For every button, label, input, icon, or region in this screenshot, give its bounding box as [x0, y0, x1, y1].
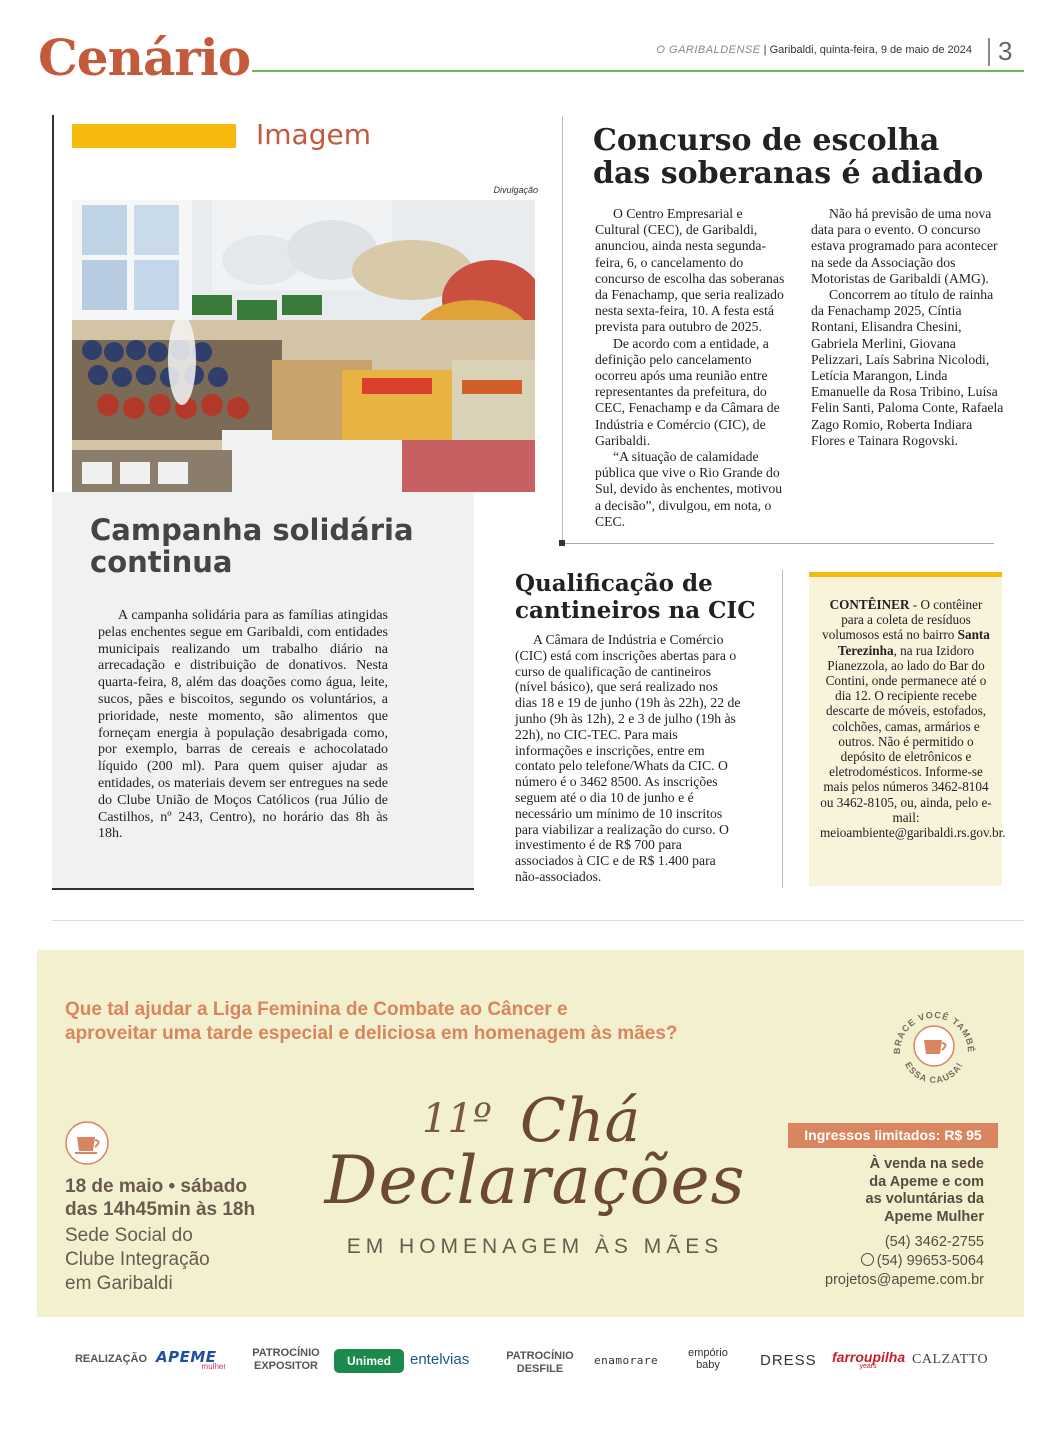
ad-venue-line3: em Garibaldi — [65, 1273, 173, 1294]
emporio-baby-logo — [682, 1347, 734, 1371]
qualificacao-headline: Qualificação de cantineiros na CIC — [515, 570, 756, 624]
imagem-accent-bar — [72, 124, 236, 148]
ad-date — [65, 1175, 305, 1221]
emporio-baby-logo-line2: baby — [696, 1359, 720, 1371]
campaign-headline-line1: Campanha solidária — [90, 513, 414, 547]
page-number: 3 — [998, 36, 1013, 66]
concurso-paragraph-2: De acordo com a entidade, a definição pelo cancelamento ocorreu após uma reunião entre representantes da prefeitura, do CEC, Fenachamp e da Câmara de Indústria e Comércio (CIC), de Garibaldi. — [595, 335, 780, 448]
section-title: Cenário — [38, 28, 251, 87]
sponsor-label-expositor-line1: PATROCÍNIO — [252, 1347, 320, 1359]
masthead — [600, 44, 972, 56]
teacup-icon — [64, 1120, 110, 1166]
ad-sale-line3: as voluntárias da — [865, 1191, 984, 1207]
sponsor-label-expositor — [248, 1347, 324, 1373]
ad-venue — [65, 1224, 305, 1296]
farroupilha-logo-sub: years — [859, 1363, 877, 1370]
sponsor-label-desfile — [502, 1350, 578, 1376]
conteiner-body — [820, 597, 1006, 841]
abrace-badge-graphic — [886, 1000, 982, 1096]
ad-sale-line1: À venda na sede — [869, 1156, 984, 1172]
teacup-icon-graphic — [64, 1120, 110, 1166]
whatsapp-icon — [861, 1253, 874, 1266]
abrace-badge — [886, 1000, 982, 1096]
farroupilha-logo-text: farroupilha — [832, 1349, 906, 1365]
concurso-column-1 — [595, 206, 788, 530]
ad-email: projetos@apeme.com.br — [825, 1272, 984, 1288]
concurso-paragraph-1: O Centro Empresarial e Cultural (CEC), de Garibaldi, anunciou, ainda nesta segunda-feira, 6, o cancelamento do concurso de escolha das soberanas da Fenachamp, que seria realizado nesta sexta-feira, 10. A festa está prevista para outubro de 2025. — [595, 206, 785, 335]
unimed-logo: Unimed — [334, 1349, 404, 1373]
ad-phone-landline: (54) 3462-2755 — [884, 1234, 984, 1250]
section-rule — [562, 543, 994, 544]
conteiner-rest: , na rua Izidoro Pianezzola, ao lado do Bar do Contini, onde permanece até o dia 12. O recipiente recebe descarte de móveis, estofados, colchões, camas, armários e outros. Não é permitido o depósito de eletrônicos e eletrodomésticos. Informe-se mais pelos números 3462-8104 ou 3462-8105, ou, ainda, pelo e-mail: meioambiente@garibaldi.rs.gov.br. — [820, 642, 1006, 841]
concurso-paragraph-3: “A situação de calamidade pública que vive o Rio Grande do Sul, devido às enchentes, motivou a decisão”, divulgou, em nota, o CEC. — [595, 449, 783, 529]
column-rule-qualificacao — [782, 570, 783, 888]
calzatto-logo: CALZATTO — [912, 1352, 989, 1367]
conteiner-intro: - O contêiner para a coleta de resíduos volumosos está no bairro — [822, 597, 983, 643]
apeme-logo-text: APEME — [156, 1348, 217, 1366]
imagem-label: Imagem — [256, 118, 371, 151]
donations-photo-illustration — [72, 200, 535, 492]
ad-question-line2: aproveitar uma tarde especial e deliciosa em homenagem às mães? — [65, 1023, 678, 1044]
campaign-headline-line2: continua — [90, 545, 233, 579]
dress-logo: DRESS — [760, 1352, 817, 1369]
page-divider — [52, 920, 1024, 921]
photo-credit: Divulgação — [493, 185, 538, 195]
campaign-body: A campanha solidária para as famílias atingidas pelas enchentes segue em Garibaldi, com entidades municipais realizando um trabalho diário na arrecadação e distribuição de donativos. Nesta quarta-feira, 8, além das doações como água, leite, sucos, pães e biscoitos, segundo os voluntários, a prioridade, neste momento, são alimentos que forneçam energia à população desabrigada como, por exemplo, barras de cereais e achocolatado líquido (200 ml). Para quem quiser ajudar as entidades, os materiais devem ser entregues na sede do Clube União de Moços Católicos (rua Júlio de Castilhos, nº 243, Centro), no horário das 8h às 18h. — [98, 608, 389, 842]
ad-phone-whatsapp-number: (54) 99653-5064 — [876, 1253, 984, 1269]
entelvias-logo: entelvias — [410, 1351, 470, 1368]
badge-text-top-path: BRACE VOCÊ TAMBÉ — [891, 1009, 977, 1055]
ad-subtitle: EM HOMENAGEM ÀS MÃES — [346, 1235, 724, 1258]
sponsor-label-desfile-line2: DESFILE — [516, 1363, 564, 1375]
ad-sale-line2: da Apeme e com — [869, 1173, 984, 1190]
ad-date-line1: 18 de maio • sábado — [65, 1176, 247, 1197]
concurso-paragraph-5: Concorrem ao título de rainha da Fenachamp 2025, Cíntia Rontani, Elisandra Chesini, Gabriela Merlini, Giovana Pelizzari, Laís Sabrina Nicolodi, Letícia Marangon, Linda Emanuelle da Rosa Tribino, Luísa Felin Santi, Paloma Conte, Rafaela Zago Romio, Roberta Indiara Flores e Tainara Rogovski. — [811, 287, 1004, 448]
ad-venue-line1: Sede Social do — [65, 1225, 193, 1246]
ad-title-cha: Chá — [520, 1086, 641, 1156]
ad-question-line1: Que tal ajudar a Liga Feminina de Combate ao Câncer e — [65, 999, 568, 1020]
page-number-separator — [988, 38, 990, 66]
ad-price-banner: Ingressos limitados: R$ 95 — [788, 1123, 998, 1148]
section-rule-dot — [559, 540, 565, 546]
ad-edition: 11º — [422, 1096, 492, 1142]
concurso-headline: Concurso de escolha das soberanas é adiado — [593, 123, 984, 191]
qualificacao-paragraph: A Câmara de Indústria e Comércio (CIC) está com inscrições abertas para o curso de qualificação de cantineiros (nível básico), que será realizado nos dias 18 e 19 de junho (19h às 22h), 22 de junho (9h às 12h), 2 e 3 de julho (19h às 22h), no CIC-TEC. Para mais informações e inscrições, entre em contato pelo telefone/Whats da CIC. O número é o 3462 8500. As inscrições seguem até o dia 10 de junho e é necessário um mínimo de 10 inscritos para viabilizar a realização do curso. O investimento é de R$ 700 para associados à CIC e de R$ 1.400 para não-associados. — [515, 632, 741, 884]
sponsor-label-expositor-line2: EXPOSITOR — [254, 1360, 318, 1372]
ad-question — [65, 998, 785, 1046]
conteiner-lead: CONTÊINER — [829, 597, 910, 612]
ad-venue-line2: Clube Integração — [65, 1249, 210, 1270]
ad-sale-info — [790, 1156, 984, 1226]
badge-text-bottom-path: ESSA CAUSA! — [902, 1060, 965, 1085]
conteiner-bairro: Santa Terezinha — [837, 627, 990, 658]
sponsor-label-realizacao: REALIZAÇÃO — [74, 1353, 148, 1365]
column-rule-middle — [562, 116, 563, 544]
concurso-paragraph-4: Não há previsão de uma nova data para o evento. O concurso estava programado para acontecer na sede da Associação dos Motoristas de Garibaldi (AMG). — [811, 206, 998, 286]
newspaper-brand: O GARIBALDENSE — [656, 44, 761, 56]
enamorare-logo: enamorare — [594, 1354, 659, 1367]
ad-sale-line4: Apeme Mulher — [884, 1208, 984, 1225]
campaign-headline — [90, 514, 470, 578]
ad-title-declaracoes: Declarações — [324, 1142, 746, 1219]
apeme-logo — [156, 1348, 226, 1371]
ad-phone-whatsapp — [790, 1253, 984, 1269]
ad-date-line2: das 14h45min às 18h — [65, 1199, 256, 1220]
concurso-column-2 — [811, 206, 1004, 449]
header-rule — [252, 70, 1024, 72]
qualificacao-body — [515, 632, 743, 885]
sponsor-label-desfile-line1: PATROCÍNIO — [506, 1350, 574, 1362]
emporio-baby-logo-line1: empório — [688, 1347, 728, 1359]
donations-photo — [72, 200, 535, 492]
farroupilha-logo — [832, 1349, 904, 1370]
dateline: Garibaldi, quinta-feira, 9 de maio de 2024 — [769, 44, 972, 56]
masthead-separator: | — [763, 44, 770, 56]
apeme-logo-sub: mulher — [201, 1362, 226, 1371]
